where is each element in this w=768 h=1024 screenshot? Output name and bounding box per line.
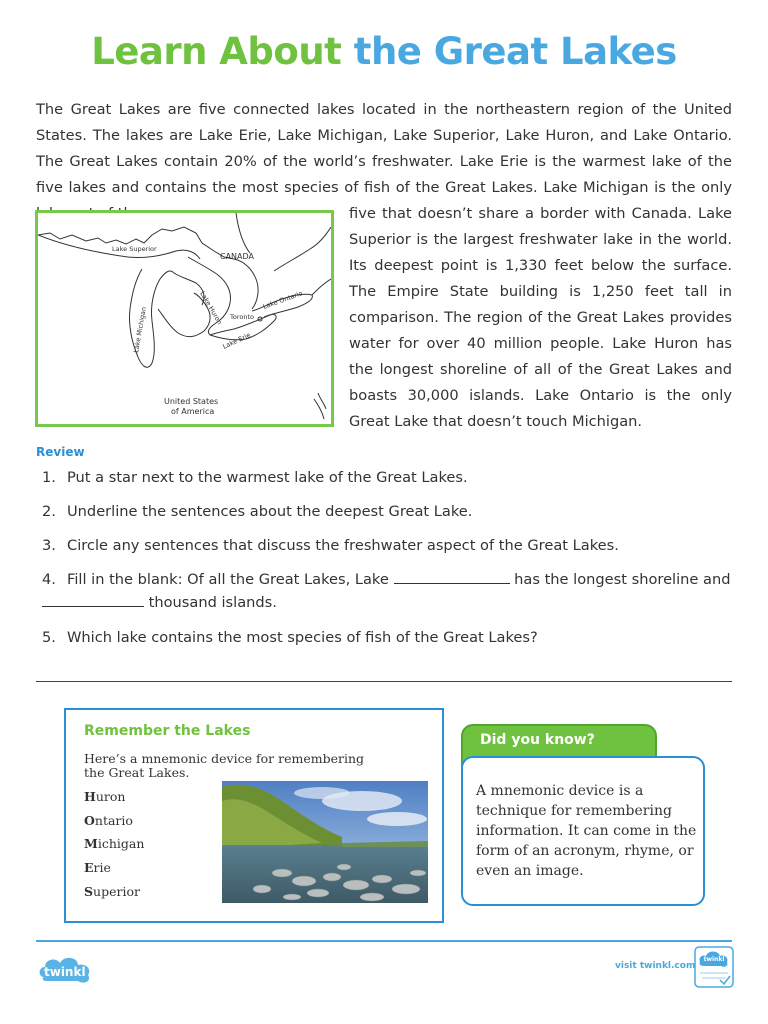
map-label-usa-2: of America [171,407,215,416]
answer-blank-lake[interactable] [394,570,510,584]
title-part-1: Learn About [91,30,342,73]
review-question-4-cont: thousand islands. [42,591,277,614]
answer-blank-islands[interactable] [42,593,144,607]
did-you-know-title: Did you know? [480,732,595,748]
map-label-canada: CANADA [220,252,255,261]
intro-paragraph-continued: five that doesn’t share a border with Canada. Lake Superior is the largest freshwater lake in the world. Its deepest point is 1,330 feet below the surface. The Empire State building is 1,250 feet tall in comparison. The region of the Great Lakes provides water for over 40 million people. Lake Huron has the longest shoreline of all of the Great Lakes and boasts 30,000 islands. Lake Ontario is the only Great Lake that doesn’t touch Michigan. [349,205,732,430]
map-label-huron: Lake Huron [198,290,224,326]
page-title [0,30,768,73]
review-question-1: 1. Put a star next to the warmest lake of the Great Lakes. [42,469,468,486]
mnemonic-huron: Huron [84,789,126,804]
section-divider [36,681,732,682]
did-you-know-text: A mnemonic device is a technique for remembering information. It can come in the form of an acronym, rhyme, or even an image. [476,783,697,879]
twinkl-logo[interactable] [36,951,96,985]
map-label-superior: Lake Superior [112,245,157,253]
badge-text: twinkl [703,956,725,963]
map-label-erie: Lake Erie [221,330,252,351]
remember-lakes-title: Remember the Lakes [84,723,251,739]
review-question-3: 3. Circle any sentences that discuss the freshwater aspect of the Great Lakes. [42,537,619,554]
lake-landscape-photo [222,781,428,903]
quality-badge [694,946,734,988]
intro-paragraph: The Great Lakes are five connected lakes located in the northeastern region of the United States. The lakes are Lake Erie, Lake Michigan, Lake Superior, Lake Huron, and Lake Ontario. The Great Lakes contain 20% of the world’s freshwater. Lake Erie is the warmest lake of the five lakes and contains the most species of fish of the Great Lakes. Lake Michigan is the only [36,101,732,196]
logo-text: twinkl [44,965,86,979]
review-question-5: 5. Which lake contains the most species of fish of the Great Lakes? [42,629,538,646]
mnemonic-erie: Erie [84,860,111,875]
remember-lakes-description: Here’s a mnemonic device for remembering the Great Lakes. [84,751,364,780]
map-label-toronto: Toronto [230,313,254,321]
mnemonic-ontario: Ontario [84,813,133,828]
footer-divider [36,940,732,942]
map-label-usa-1: United States [164,397,219,406]
mnemonic-michigan: Michigan [84,836,145,851]
visit-link[interactable]: visit twinkl.com [615,961,696,971]
great-lakes-map [35,210,334,427]
review-question-4: 4. Fill in the blank: Of all the Great Lakes, Lake has the longest shoreline and [42,571,731,588]
title-part-2: the Great Lakes [353,30,677,73]
map-label-michigan: Lake Michigan [132,306,149,354]
review-question-2: 2. Underline the sentences about the deepest Great Lake. [42,503,473,520]
mnemonic-superior: Superior [84,884,140,899]
review-label: Review [36,445,85,459]
map-label-ontario: Lake Ontario [261,289,304,311]
